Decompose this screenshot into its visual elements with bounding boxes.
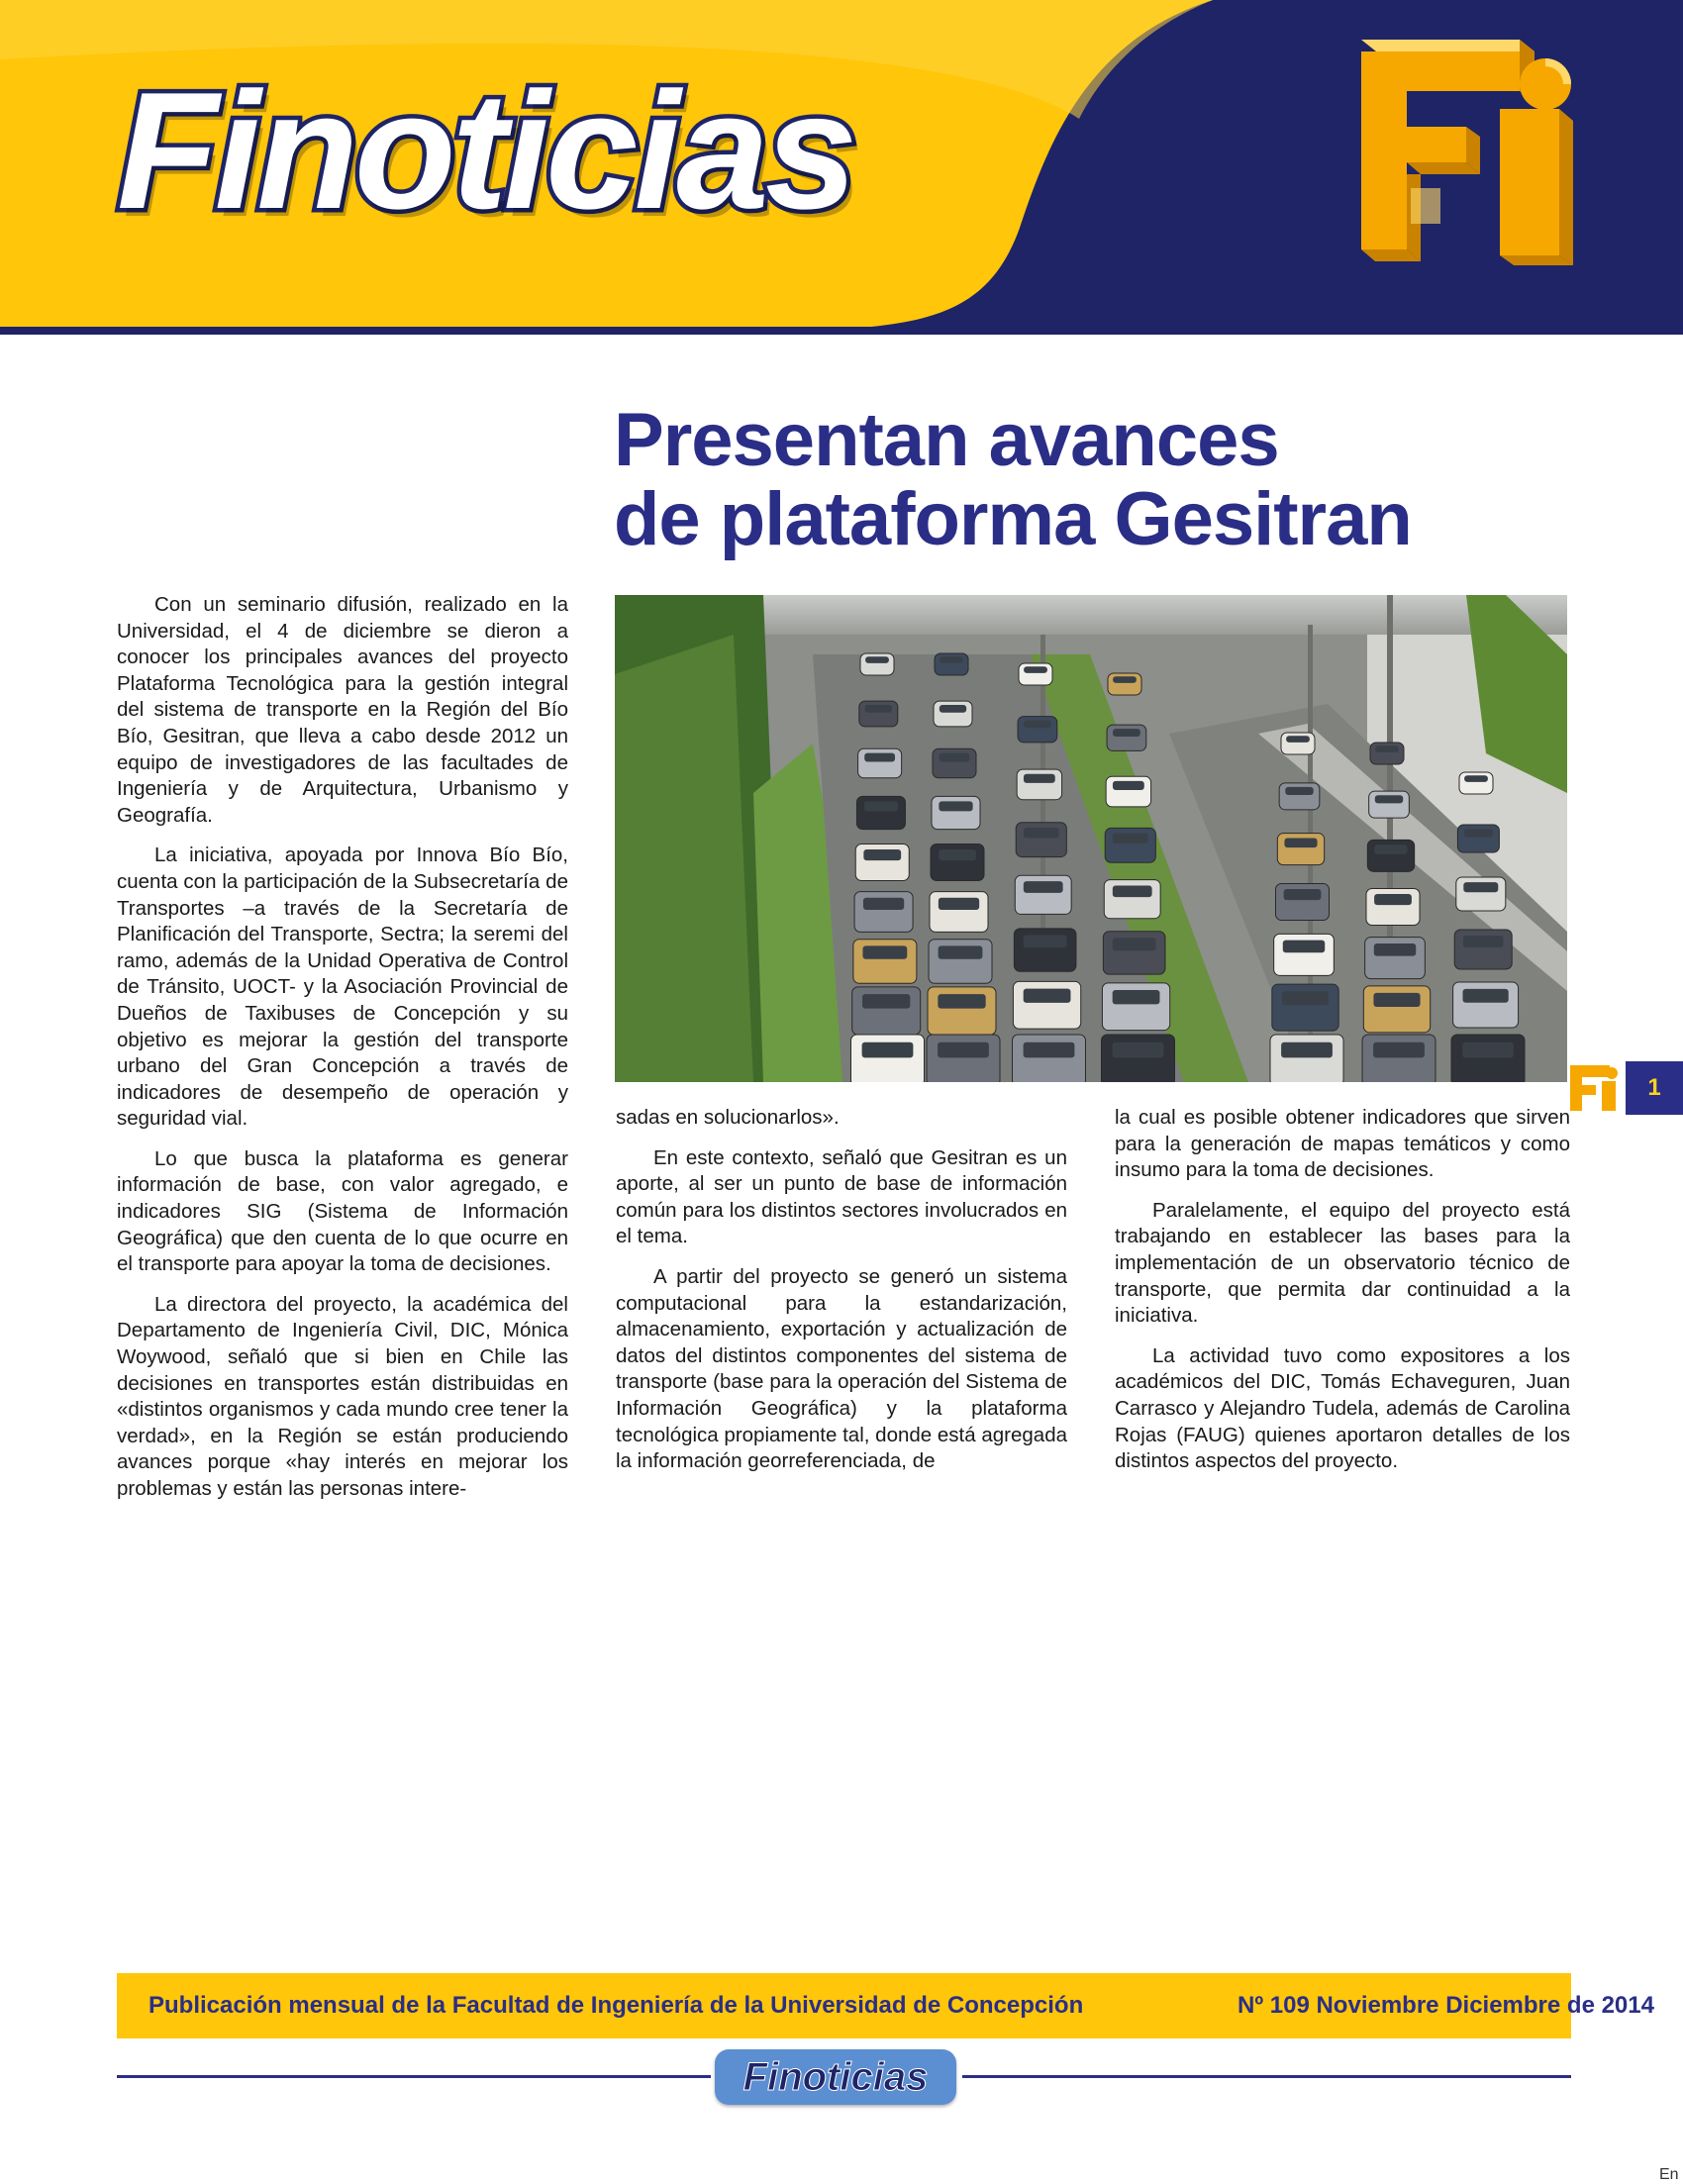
car-window <box>1113 885 1152 897</box>
car <box>1456 877 1506 911</box>
car-window <box>863 898 904 910</box>
paragraph: A partir del proyecto se generó un sistema computacional para la estandarización, almacenamiento, exportación y actualización de datos del distintos componentes del sistema de transporte (base para la operación del Sistema de Información Geográfica) y la plataforma tecnológica propiamente tal, donde está agregada la información georreferenciada, de <box>616 1264 1067 1473</box>
paragraph: La iniciativa, apoyada por Innova Bío Bío, cuenta con la participación de la Subsecretaría de Transportes –a través de la Secretaría de Planificación del Transporte, Sectra; la seremi del ramo, además de la Unidad Operativa de Control de Tránsito, UOCT- y la Asociación Provincial de Dueños de Taxibuses de Concepción y su objetivo es mejorar la gestión del transporte urbano del Gran Concepción a través de indicadores de desempeño de operación y seguridad vial. <box>117 844 568 1131</box>
car-window <box>1374 943 1416 956</box>
page-number: 1 <box>1626 1061 1683 1115</box>
traffic-photo <box>615 595 1567 1082</box>
car-window <box>1374 844 1407 854</box>
car <box>851 1035 925 1082</box>
car-window <box>939 849 976 860</box>
footer-rule-left <box>117 2075 711 2078</box>
car-window <box>862 945 907 958</box>
car-window <box>865 705 892 713</box>
car-window <box>1113 938 1156 950</box>
car <box>1106 776 1150 807</box>
headline-line-2: de plataforma Gesitran <box>614 477 1412 561</box>
car-window <box>1374 894 1412 905</box>
car <box>1013 981 1080 1029</box>
car <box>1102 1035 1175 1082</box>
car-window <box>1373 993 1420 1007</box>
car-window <box>940 705 966 713</box>
car-window <box>1282 991 1329 1005</box>
car <box>1107 725 1146 750</box>
paragraph: Paralelamente, el equipo del proyecto está trabajando en establecer las bases para la implementación de un observatorio técnico de transporte, que permita dar continuidad a la iniciativa. <box>1115 1198 1570 1328</box>
car-window <box>1113 729 1140 737</box>
article-column-1 <box>117 592 568 1517</box>
car <box>1367 840 1414 871</box>
car <box>1013 1035 1086 1082</box>
car <box>1451 1035 1525 1082</box>
car <box>933 748 976 778</box>
car-window <box>939 898 979 910</box>
car-window <box>864 753 895 762</box>
car-window <box>940 656 963 663</box>
car-window <box>1375 745 1399 752</box>
car-window <box>1024 828 1059 838</box>
car-window <box>864 801 898 811</box>
car <box>1270 1035 1343 1082</box>
car <box>858 748 902 778</box>
car <box>856 796 905 829</box>
car-window <box>1024 935 1067 947</box>
car-window <box>939 801 972 811</box>
car-window <box>1373 1042 1425 1058</box>
car-window <box>1024 1042 1075 1058</box>
car-window <box>1024 666 1047 673</box>
car <box>1459 772 1493 794</box>
car <box>1108 673 1141 695</box>
car <box>1281 733 1315 754</box>
paragraph: la cual es posible obtener indicadores que sirven para la generación de mapas temáticos y como insumo para la toma de decisiones. <box>1115 1106 1570 1182</box>
article-column-2 <box>616 1105 1067 1489</box>
car-window <box>1285 787 1313 795</box>
masthead-title: Finoticias <box>117 57 854 244</box>
car-window <box>1024 989 1071 1003</box>
footer-logo <box>715 2049 956 2105</box>
paragraph: sadas en solucionarlos». <box>616 1106 840 1129</box>
car <box>1272 984 1338 1031</box>
fi-logo-icon <box>1351 30 1589 267</box>
car-window <box>1281 1042 1333 1058</box>
car <box>927 1035 1000 1082</box>
car-window <box>863 849 901 860</box>
car <box>935 653 968 675</box>
car <box>1279 783 1320 810</box>
car-window <box>938 994 985 1008</box>
car-window <box>1283 941 1325 953</box>
car <box>1365 938 1426 979</box>
car-window <box>865 656 889 663</box>
car <box>859 701 898 727</box>
fi-mini-logo-icon <box>1566 1061 1626 1115</box>
car-window <box>1113 990 1160 1004</box>
car-window <box>1286 736 1310 743</box>
paragraph: En este contexto, señaló que Gesitran es un aporte, al ser un punto de base de información común para los distintos sectores involucrados en el tema. <box>616 1145 1067 1248</box>
car <box>1370 743 1404 764</box>
car-window <box>1464 775 1488 782</box>
car-window <box>1024 881 1063 893</box>
car-window <box>1113 781 1144 790</box>
footer-bar <box>117 1973 1654 2038</box>
car-window <box>1113 834 1148 844</box>
paragraph: Lo que busca la plataforma es generar información de base, con valor agregado, e indicadores SIG (Sistema de Información Geográfica) que den cuenta de lo que ocurre en el transporte para apoyar la toma de decisiones. <box>117 1146 568 1276</box>
car-window <box>1463 936 1504 947</box>
headline-line-1: Presentan avances <box>614 398 1279 482</box>
car <box>932 796 980 829</box>
car-window <box>1284 838 1317 847</box>
paragraph: La directora del proyecto, la académica del Departamento de Ingeniería Civil, DIC, Mónica Woywood, señaló que si bien en Chile las decisiones en transportes están distribuidas en «distintos organismos y cada mundo cree tener la verdad», en la Región se están produciendo avances porque «hay interés en mejorar los problemas y están las personas intere- <box>117 1292 568 1500</box>
car-window <box>1375 795 1403 803</box>
car-window <box>1462 1042 1514 1058</box>
article-headline <box>614 398 1412 561</box>
car <box>1019 663 1052 685</box>
car <box>934 701 972 727</box>
car-window <box>1463 989 1509 1003</box>
car-window <box>940 753 970 762</box>
car-window <box>1024 774 1055 783</box>
edge-label: En <box>1659 2166 1679 2183</box>
car <box>860 653 894 675</box>
footer-rule-right <box>962 2075 1571 2078</box>
car-window <box>939 945 983 958</box>
car-window <box>1463 882 1498 892</box>
car <box>1017 769 1061 800</box>
footer-logo-text: Finoticias <box>742 2055 929 2099</box>
paragraph: Con un seminario difusión, realizado en la Universidad, el 4 de diciembre se dieron a conocer los principales avances del proyecto Plataforma Tecnológica para la gestión integral del sistema de transporte en la Región del Bío Bío, Gesitran, que lleva a cabo desde 2012 un equipo de investigadores de las facultades de Ingeniería y de Arquitectura, Urbanismo y Geografía. <box>117 593 568 827</box>
car-window <box>1464 829 1493 837</box>
car-window <box>1024 721 1051 729</box>
car-window <box>1113 676 1137 683</box>
car-window <box>938 1042 989 1058</box>
footer-publication: Publicación mensual de la Facultad de Ingeniería de la Universidad de Concepción <box>148 1992 1084 2019</box>
car-window <box>1284 889 1322 900</box>
footer-issue: Nº 109 Noviembre Diciembre de 2014 <box>1238 1992 1654 2019</box>
car <box>1362 1035 1436 1082</box>
car-window <box>862 994 910 1008</box>
paragraph: La actividad tuvo como expositores a los académicos del DIC, Tomás Echaveguren, Juan Carrasco y Alejandro Tudela, además de Carolina Rojas (FAUG) quienes aportaron detalles de los distintos aspectos del proyecto. <box>1115 1343 1570 1473</box>
article-column-3 <box>1115 1105 1570 1489</box>
car-window <box>862 1042 914 1058</box>
car-window <box>1113 1042 1164 1058</box>
